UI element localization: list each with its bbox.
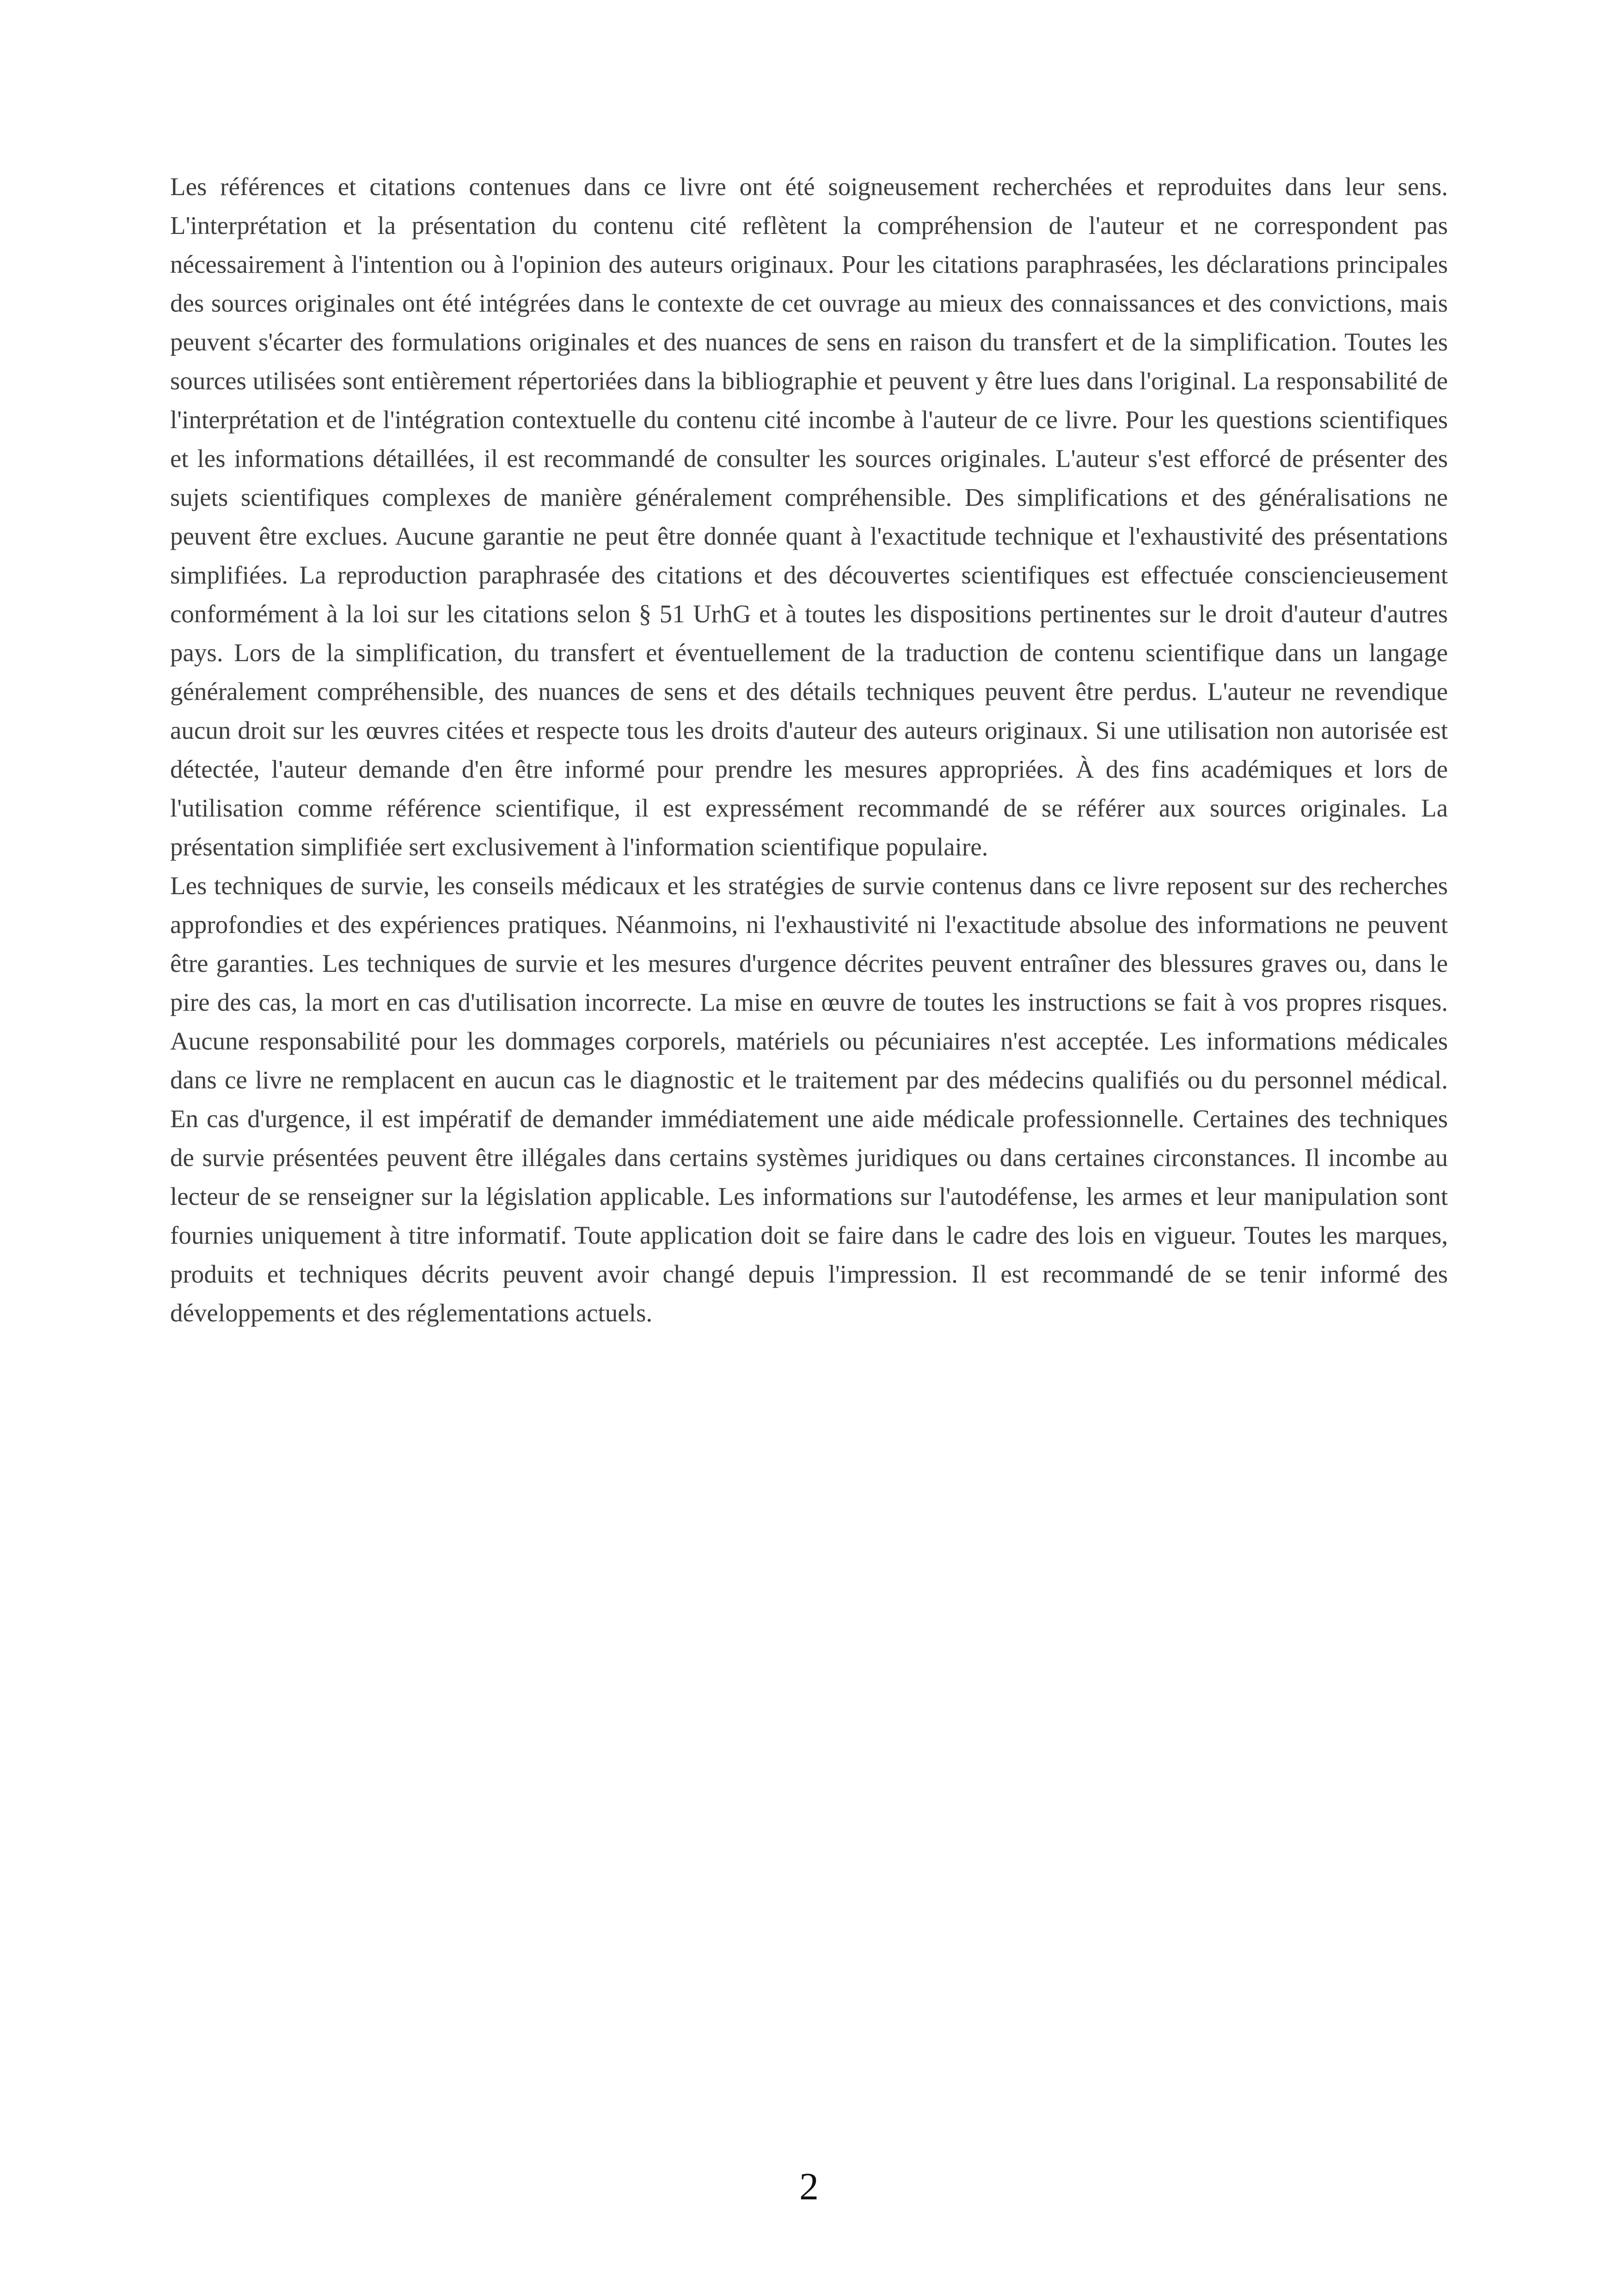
body-text	[170, 167, 1448, 1332]
page-number: 2	[799, 2165, 819, 2208]
paragraph-citations-disclaimer: Les références et citations contenues dans ce livre ont été soigneusement recherchées et reproduites dans leur sens. L'interprétation et la présentation du contenu cité reflètent la compréhension de l'auteur et ne correspondent pas nécessairement à l'intention ou à l'opinion des auteurs originaux. Pour les citations paraphrasées, les déclarations principales des sources originales ont été intégrées dans le contexte de cet ouvrage au mieux des connaissances et des convictions, mais peuvent s'écarter des formulations originales et des nuances de sens en raison du transfert et de la simplification. Toutes les sources utilisées sont entièrement répertoriées dans la bibliographie et peuvent y être lues dans l'original. La responsabilité de l'interprétation et de l'intégration contextuelle du contenu cité incombe à l'auteur de ce livre. Pour les questions scientifiques et les informations détaillées, il est recommandé de consulter les sources originales. L'auteur s'est efforcé de présenter des sujets scientifiques complexes de manière généralement compréhensible. Des simplifications et des généralisations ne peuvent être exclues. Aucune garantie ne peut être donnée quant à l'exactitude technique et l'exhaustivité des présentations simplifiées. La reproduction paraphrasée des citations et des découvertes scientifiques est effectuée consciencieusement conformément à la loi sur les citations selon § 51 UrhG et à toutes les dispositions pertinentes sur le droit d'auteur d'autres pays. Lors de la simplification, du transfert et éventuellement de la traduction de contenu scientifique dans un langage généralement compréhensible, des nuances de sens et des détails techniques peuvent être perdus. L'auteur ne revendique aucun droit sur les œuvres citées et respecte tous les droits d'auteur des auteurs originaux. Si une utilisation non autorisée est détectée, l'auteur demande d'en être informé pour prendre les mesures appropriées. À des fins académiques et lors de l'utilisation comme référence scientifique, il est expressément recommandé de se référer aux sources originales. La présentation simplifiée sert exclusivement à l'information scientifique populaire.	[170, 172, 1448, 861]
paragraph-survival-disclaimer: Les techniques de survie, les conseils médicaux et les stratégies de survie contenus dans ce livre reposent sur des recherches approfondies et des expériences pratiques. Néanmoins, ni l'exhaustivité ni l'exactitude absolue des informations ne peuvent être garanties. Les techniques de survie et les mesures d'urgence décrites peuvent entraîner des blessures graves ou, dans le pire des cas, la mort en cas d'utilisation incorrecte. La mise en œuvre de toutes les instructions se fait à vos propres risques. Aucune responsabilité pour les dommages corporels, matériels ou pécuniaires n'est acceptée. Les informations médicales dans ce livre ne remplacent en aucun cas le diagnostic et le traitement par des médecins qualifiés ou du personnel médical. En cas d'urgence, il est impératif de demander immédiatement une aide médicale professionnelle. Certaines des techniques de survie présentées peuvent être illégales dans certains systèmes juridiques ou dans certaines circonstances. Il incombe au lecteur de se renseigner sur la législation applicable. Les informations sur l'autodéfense, les armes et leur manipulation sont fournies uniquement à titre informatif. Toute application doit se faire dans le cadre des lois en vigueur. Toutes les marques, produits et techniques décrits peuvent avoir changé depuis l'impression. Il est recommandé de se tenir informé des développements et des réglementations actuels.	[170, 872, 1448, 1327]
